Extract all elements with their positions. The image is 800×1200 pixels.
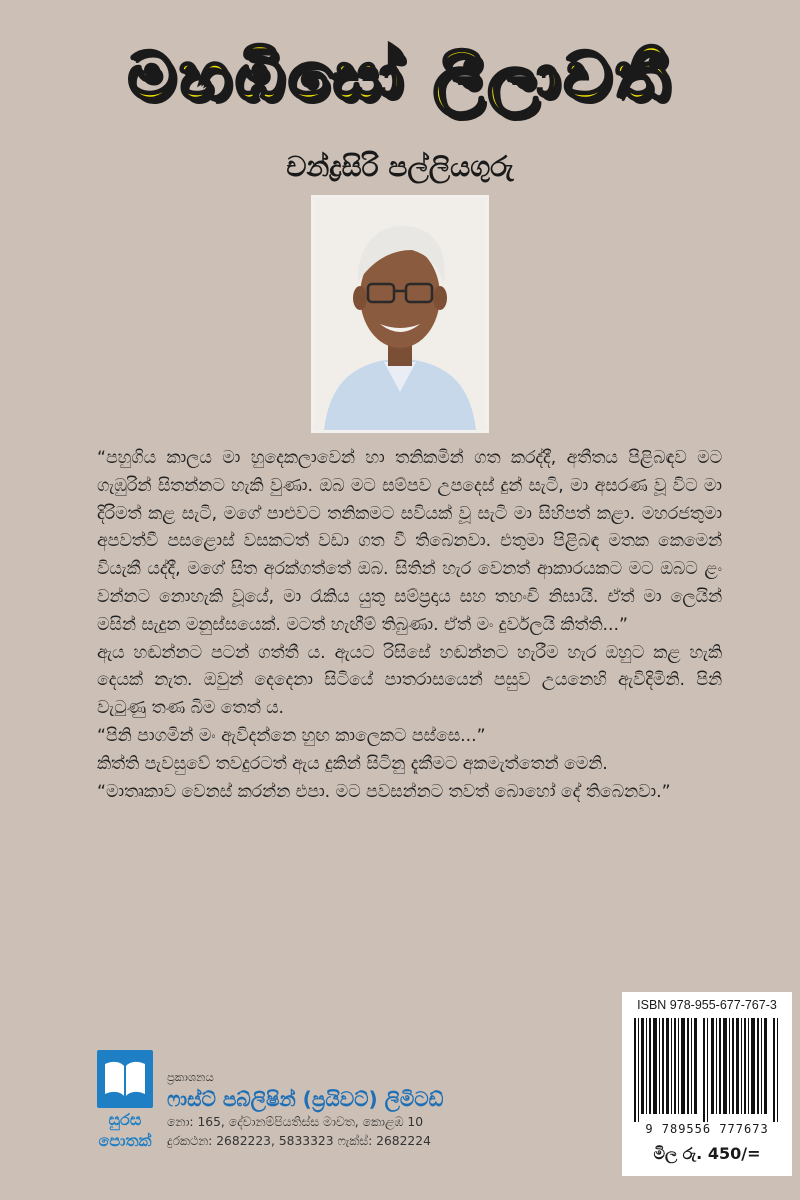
isbn-number: ISBN 978-955-677-767-3 <box>637 998 777 1012</box>
publisher-label: ප්‍රකාශනය <box>167 1070 214 1084</box>
blurb-paragraph-2: ඇය හඬන්නට පටන් ගත්තී ය. ඇයට රිසිසේ හඬන්නට හැරීම හැර ඔහුට කළ හැකි දෙයක් නැත. ඔවුන් දෙදෙනා සිටියේ පාතරාසයෙන් පසුව උයනෙහි ඇවිදිමිනි. පිනි වැටුණු තණ බිම තෙත් ය. <box>97 642 722 719</box>
logo-word-1: සුරස <box>108 1110 142 1129</box>
blurb-paragraph-1: “පහුගිය කාලය මා හුදෙකලාවෙන් හා තනිකමින් ගත කරද්දී, අතීතය පිළිබඳව මට ගැඹුරින් සිතන්නට හැකි වුණා. ඔබ මට සම්පව උපදෙස් දුන් සැටි, මා අසරණ වූ විට මා දිරිමත් කළ සැටි, මගේ පාළුවට තනිකමට සවියක් වූ සැටි මා සිහිපත් කළා. මහරජතුමා අපවත්වී පසළොස් වසකටත් වඩා ගත වී තිබෙනවා. එතුමා පිළිබඳ මතක කෙමෙන් වියැකී යද්දී, මගේ සිත අරක්ගත්තේ ඔබ. සිතින් හැර වෙනත් ආකාරයකට මට ඔබට ළං වන්නට නොහැකි වූයේ, මා රැකිය යුතු සම්ප්‍රදාය සහ තහංචි නිසායි. ඒත් මා ලෙයින් මසින් සැදුන මනුස්සයෙක්. මටත් හැඟීම් තිබුණා. ඒත් මං දුර්වලයි කිත්ති...” <box>97 448 722 635</box>
barcode-icon <box>630 1018 784 1122</box>
author-portrait-icon <box>314 198 486 430</box>
isbn-barcode-box <box>622 992 792 1176</box>
barcode-digits: 9 789556 777673 <box>645 1122 769 1136</box>
blurb-text <box>97 445 722 806</box>
blurb-paragraph-4: කිත්ති පැවසුවේ තවදුරටත් ඇය දුකින් සිටිනු දැකීමට අකමැත්තෙන් මෙනි. <box>97 753 608 774</box>
book-title: මහඹිසෝ ලීලාවතී <box>127 38 673 115</box>
publisher-name: ෆාස්ට් පබ්ලිෂින් (ප්‍රයිවට්) ලිමිටඩ් <box>167 1087 444 1111</box>
author-name: චන්ද්‍රසිරි පල්ලියගුරු <box>286 150 514 183</box>
blurb-paragraph-3: “පිනි පාගමින් මං ඇවිදන්නෙ හුඟ කාලෙකට පස්සෙ...” <box>97 725 486 746</box>
price-label: මිල රු. 450/= <box>653 1144 761 1163</box>
publisher-phone: දුරකථන: 2682223, 5833323 ෆැක්ස්: 2682224 <box>167 1134 431 1148</box>
author-photo <box>311 195 489 433</box>
logo-word-2: පොතක් <box>98 1131 152 1150</box>
publisher-logo <box>97 1050 153 1150</box>
blurb-paragraph-5: “මාතෘකාව වෙනස් කරන්න එපා. මට පවසන්නට තවත් බොහෝ දේ තිබෙනවා.” <box>97 781 671 802</box>
open-book-icon <box>97 1050 153 1108</box>
publisher-info <box>167 1070 607 1149</box>
publisher-address: නො: 165, දේවානම්පියතිස්ස මාවත, කොළඹ 10 <box>167 1115 424 1129</box>
